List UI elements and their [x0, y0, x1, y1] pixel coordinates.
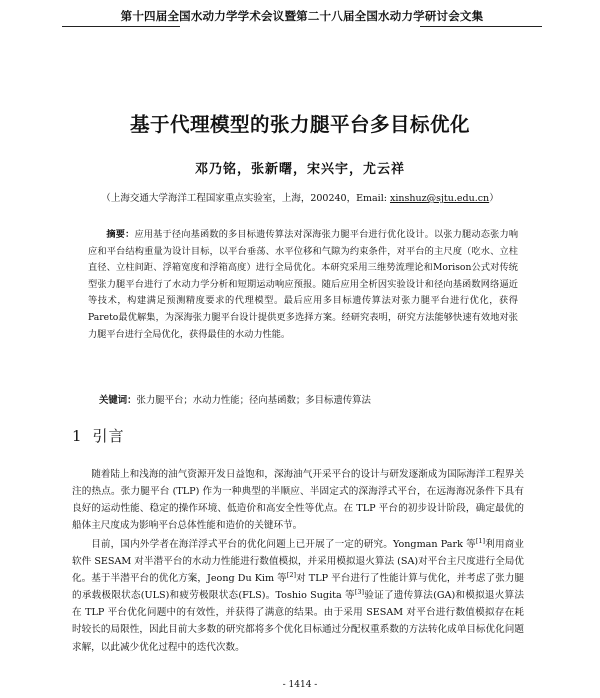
section-heading	[72, 425, 125, 446]
running-header: 第十四届全国水动力学学术会议暨第二十八届全国水动力学研讨会文集	[120, 9, 484, 23]
abstract-text: 应用基于径向基函数的多目标遗传算法对深海张力腿平台进行优化设计。以张力腿动态张力响应和平台结构重量为设计目标，以平台垂荡、水平位移和气隙为约束条件，对平台的主尺度（吃水、立柱直径、立柱间距、浮箱宽度和浮箱高度）进行全局优化。本研究采用三维势流理论和Morison公式对传统型张力腿平台进行了水动力学分析和短期运动响应预报。随后应用全析因实验设计和径向基函数网络逼近等技术，构建满足预测精度要求的代理模型。最后应用多目标遗传算法对张力腿平台进行优化，获得Pareto最优解集，为深海张力腿平台设计提供更多选择方案。经研究表明，研究方法能够快速有效地对张力腿平台进行全局优化，获得最佳的水动力性能。	[88, 229, 519, 340]
author-list: 邓乃铭，张新曙，宋兴宇，尤云祥	[194, 162, 405, 177]
affiliation-text: 上海交通大学海洋工程国家重点实验室，上海，200240，Email:	[110, 193, 390, 204]
abstract-label: 摘要：	[106, 229, 135, 240]
citation-3: [3]	[354, 588, 365, 597]
citation-2: [2]	[286, 571, 297, 579]
author-email: xinshuz@sjtu.edu.cn	[389, 193, 490, 204]
header-rule-left	[62, 26, 180, 27]
affiliation	[0, 190, 600, 204]
paragraph-2-text-b: 利用商业软件 SESAM 对半潜平台的水动力性能进行数值模拟，并采用模拟退火算法 (SA)对平台主尺度进行全局优化。基于半潜平台的优化方案，Jeong Du Kim 等	[72, 539, 525, 585]
section-number: 1	[72, 427, 83, 445]
section-title: 引言	[92, 427, 125, 445]
keywords-text: 张力腿平台；水动力性能；径向基函数；多目标遗传算法	[136, 395, 371, 406]
body-paragraph-1: 随着陆上和浅海的油气资源开发日益饱和，深海油气开采平台的设计与研发逐渐成为国际海洋工程界关注的热点。张力腿平台 (TLP) 作为一种典型的半顺应、半固定式的深海浮式平台，在远海海况条件下具有良好的运动性能、稳定的操作环境、低造价和高安全性等优点。在 TLP 平台的初步设计阶段，确定最优的船体主尺度成为影响平台总体性能和造价的关键环节。	[72, 469, 524, 532]
body-paragraph-2	[72, 536, 524, 656]
paragraph-2-text-c: 对 TLP 平台进行了性能计算与优化，并考虑了张力腿的承载极限状态(ULS)和疲劳极限状态(FLS)。Toshio Sugita 等	[72, 573, 524, 602]
keywords-label: 关键词：	[99, 395, 137, 406]
abstract	[88, 227, 518, 343]
citation-1: [1]	[475, 536, 486, 545]
affiliation-open-paren: （	[101, 193, 111, 204]
paragraph-2-text-d: 验证了遗传算法(GA)和模拟退火算法在 TLP 平台优化问题中的有效性，并获得了满意的结果。由于采用 SESAM 对平台进行数值模拟存在耗时较长的局限性，因此目前大多数的研究都将多个优化目标通过分配权重系数的方法转化成单目标优化问题求解，以此减少优化过程中的迭代次数。	[72, 590, 524, 653]
page-number: - 1414 -	[282, 680, 318, 690]
paragraph-2-text-a: 目前，国内外学者在海洋浮式平台的优化问题上已开展了一定的研究。Yongman Park 等	[91, 539, 476, 550]
keywords	[99, 392, 519, 406]
affiliation-close-paren: ）	[489, 193, 499, 204]
header-rule-right	[420, 26, 542, 27]
paper-title: 基于代理模型的张力腿平台多目标优化	[129, 113, 470, 136]
